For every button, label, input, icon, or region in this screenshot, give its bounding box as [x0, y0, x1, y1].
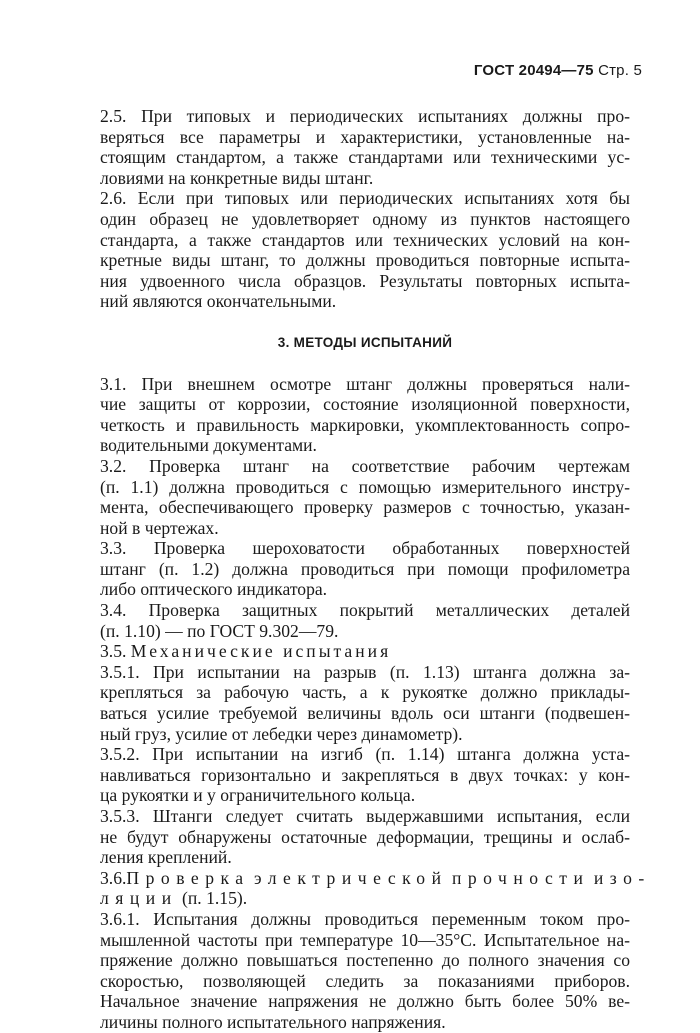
clause-reference: (п. 1.15). [182, 888, 248, 909]
text-line: пряжение должно повышаться постепенно до полного значения со [100, 950, 630, 971]
paragraph-3-5-3 [100, 806, 630, 868]
paragraph-3-4 [100, 600, 630, 641]
text-line: ловиями на конкретные виды штанг. [100, 167, 374, 188]
clause-number: 3.5. [100, 641, 127, 662]
document-body [100, 106, 651, 1033]
text-line: веряться все параметры и характеристики, установленные на- [100, 126, 630, 147]
text-line: стандарта, а также стандартов или технических условий на кон- [100, 229, 630, 250]
subsection-title-word: Проверка [126, 867, 250, 888]
text-line: (п. 1.10) — по ГОСТ 9.302—79. [100, 620, 339, 641]
text-line: (п. 1.1) должна проводиться с помощью измерительного инстру- [100, 476, 630, 497]
text-line: 3.1. При внешнем осмотре штанг должны проверяться нали- [100, 373, 630, 394]
text-line: ваться усилие требуемой величины вдоль оси штанги (подвешен- [100, 703, 630, 724]
text-line: 3.2. Проверка штанг на соответствие рабочим чертежам [100, 455, 630, 476]
text-line: 3.4. Проверка защитных покрытий металлических деталей [100, 600, 630, 621]
text-line: четкость и правильность маркировки, укомплектованность сопро- [100, 414, 630, 435]
text-line: 3.5.3. Штанги следует считать выдержавшими испытания, если [100, 806, 630, 826]
text-line: ний являются окончательными. [100, 291, 337, 312]
text-line: 2.5. При типовых и периодических испытаниях должны про- [100, 106, 630, 126]
clause-number: 3.6. [100, 867, 127, 888]
text-line: ления креплений. [100, 847, 232, 868]
document-code: ГОСТ 20494—75 [473, 62, 594, 79]
text-line: либо оптического индикатора. [100, 579, 328, 600]
paragraph-3-2 [100, 456, 630, 538]
text-line: 3.5.1. При испытании на разрыв (п. 1.13) штанга должна за- [100, 661, 630, 682]
text-line: стоящим стандартом, а также стандартами или техническими ус- [100, 147, 630, 168]
page-number: Стр. 5 [598, 62, 642, 79]
text-line: крепляться за рабочую часть, а к рукоятке должно приклады- [100, 682, 630, 703]
paragraph-3-5-1 [100, 662, 630, 744]
subsection-title-word: ляции [100, 888, 178, 909]
paragraph-3-5 [100, 641, 630, 662]
paragraph-3-6-1 [100, 909, 630, 1033]
text-line: 3.3. Проверка шероховатости обработанных поверхностей [100, 538, 630, 559]
text-line: ца рукоятки и у ограничительного кольца. [100, 785, 416, 806]
subsection-title-word: изо- [593, 867, 651, 888]
text-line: скоростью, позволяющей следить за показаниями приборов. [100, 970, 630, 991]
text-line: личины полного испытательного напряжения. [100, 1011, 446, 1032]
section-title: 3. МЕТОДЫ ИСПЫТАНИЙ [277, 334, 453, 350]
text-line: навливаться горизонтально и закрепляться в двух точках: у кон- [100, 764, 630, 785]
text-line: ный груз, усилие от лебедки через динамометр). [100, 723, 463, 744]
text-line: мента, обеспечивающего проверку размеров с точностью, указан- [100, 497, 630, 518]
text-line: Начальное значение напряжения не должно быть более 50% ве- [100, 991, 630, 1012]
text-line: ной в чертежах. [100, 517, 219, 538]
text-line: кретные виды штанг, то должны проводиться повторные испыта- [100, 250, 630, 271]
text-line: 2.6. Если при типовых или периодических испытаниях хотя бы [100, 188, 630, 209]
paragraph-3-6 [100, 867, 651, 909]
text-line: мышленной частоты при температуре 10—35°С. Испытательное на- [100, 929, 630, 950]
paragraph-3-5-2 [100, 744, 630, 806]
paragraph-3-3 [100, 538, 630, 600]
paragraph-2-6 [100, 188, 630, 312]
text-line [100, 888, 630, 909]
text-line: чие защиты от коррозии, состояние изоляционной поверхности, [100, 394, 630, 415]
text-line: водительными документами. [100, 435, 317, 456]
page-header [474, 62, 642, 79]
text-line: штанг (п. 1.2) должна проводиться при помощи профилометра [100, 558, 630, 579]
text-line: ния удвоенного числа образцов. Результаты повторных испыта- [100, 270, 630, 291]
paragraph-3-1 [100, 374, 630, 456]
subsection-title: Механические испытания [130, 641, 392, 662]
subsection-title-word: электрической [254, 867, 448, 888]
subsection-title-word: прочности [451, 867, 590, 888]
text-line: один образец не удовлетворяет одному из пунктов настоящего [100, 208, 630, 229]
text-line: 3.5.2. При испытании на изгиб (п. 1.14) штанга должна уста- [100, 744, 630, 765]
text-line: не будут обнаружены остаточные деформации, трещины и ослаб- [100, 826, 630, 847]
text-line [100, 867, 651, 889]
text-line [100, 641, 630, 662]
paragraph-2-5 [100, 106, 630, 188]
text-line: 3.6.1. Испытания должны проводиться переменным током про- [100, 908, 630, 929]
